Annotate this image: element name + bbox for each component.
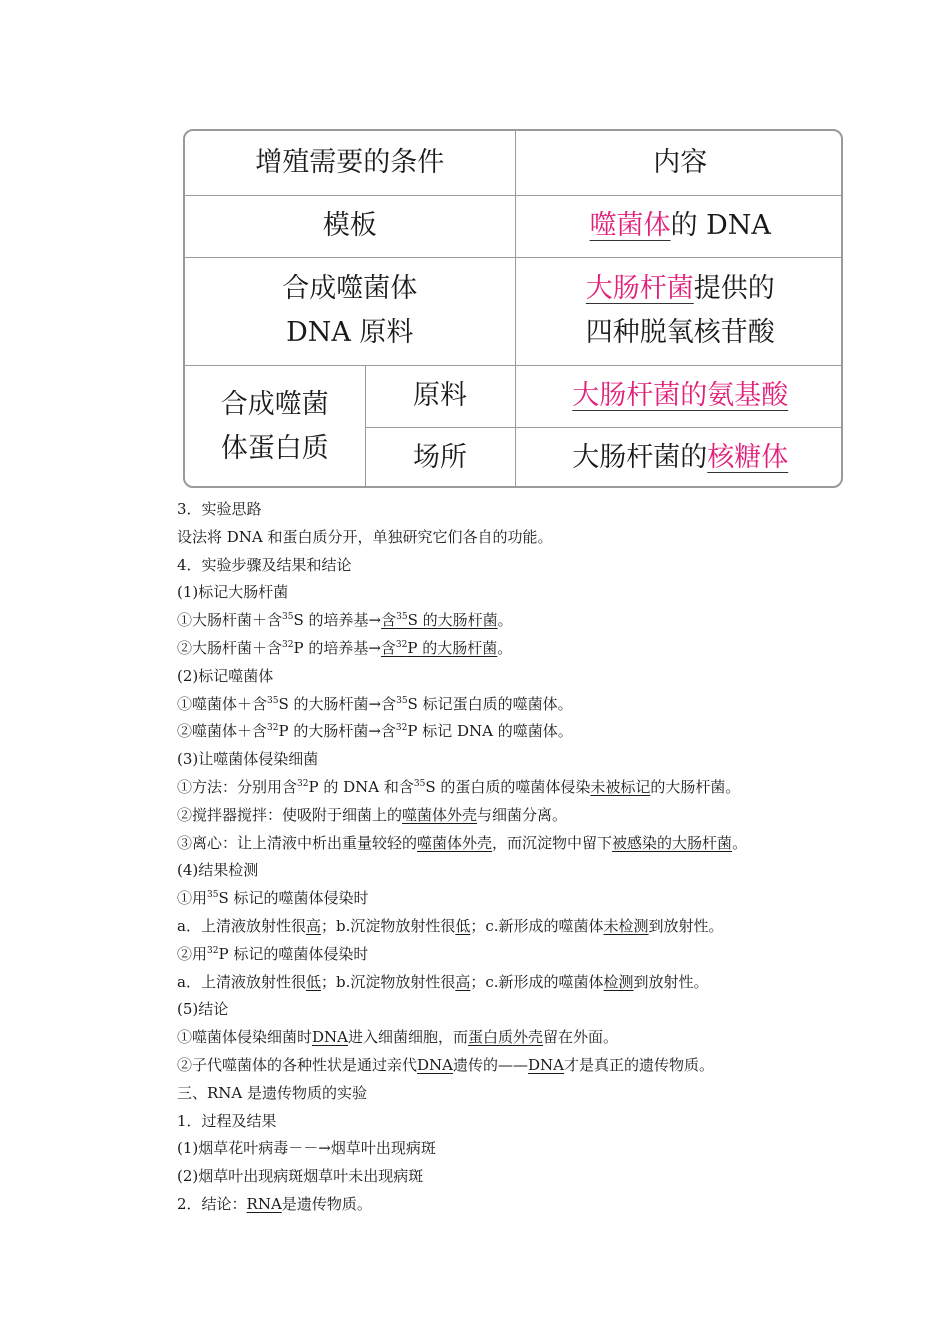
table-row [185, 257, 843, 365]
label-line: 合成噬菌体 [282, 273, 418, 304]
superscript: 32 [282, 639, 294, 650]
highlight-term: 大肠杆菌的氨基酸 [572, 380, 789, 411]
text-line [177, 941, 897, 969]
superscript: 32 [395, 639, 408, 650]
section-heading: 三、RNA 是遗传物质的实验 [177, 1083, 368, 1102]
subsection-heading: (4)结果检测 [177, 861, 259, 880]
superscript: 35 [267, 695, 279, 706]
row-dna-material-content [515, 257, 843, 365]
text: 2．结论： [177, 1194, 247, 1213]
text-line: (2)烟草叶出现病斑烟草叶未出现病斑 [177, 1167, 424, 1186]
text-line: 设法将 DNA 和蛋白质分开，单独研究它们各自的功能。 [177, 527, 553, 546]
text: 是遗传物质。 [281, 1194, 372, 1213]
superscript: 35 [282, 612, 294, 623]
content-text: 的 DNA [670, 210, 771, 241]
answer-blank [381, 611, 498, 629]
answer-blank: DNA [528, 1055, 564, 1074]
superscript: 32 [395, 723, 408, 734]
content-line [516, 267, 844, 311]
row-template-content [515, 195, 843, 257]
text-line [177, 718, 897, 746]
text: ②子代噬菌体的各种性状是通过亲代 [177, 1055, 418, 1074]
row-protein-label [185, 365, 365, 488]
answer-blank: 低 [455, 916, 471, 935]
text-line [177, 802, 897, 830]
label-line: 体蛋白质 [220, 433, 329, 464]
text: 到放射性。 [648, 916, 724, 935]
label-line: DNA 原料 [286, 317, 414, 348]
text-line [177, 1024, 897, 1052]
header-content: 内容 [515, 131, 843, 195]
text: S 标记蛋白质的噬菌体。 [407, 694, 573, 713]
text: ①噬菌体＋含 [177, 694, 268, 713]
text: ①用 [177, 889, 208, 908]
text: 才是真正的遗传物质。 [564, 1055, 715, 1074]
answer-blank: 低 [305, 972, 321, 991]
text: S 的大肠杆菌 [407, 611, 498, 630]
text: 遗传的—— [453, 1055, 529, 1074]
row-protein-sub-site: 场所 [365, 427, 515, 488]
notes-body [177, 496, 897, 1219]
text-line [177, 691, 897, 719]
superscript: 35 [207, 890, 219, 901]
text: 。 [732, 833, 748, 852]
section-heading: 4．实验步骤及结果和结论 [177, 555, 352, 574]
text: a．上清液放射性很 [177, 916, 306, 935]
text: 含 [380, 638, 396, 657]
text: S 标记的噬菌体侵染时 [218, 889, 369, 908]
text: 到放射性。 [633, 972, 709, 991]
subsection-heading: (1)标记大肠杆菌 [177, 583, 289, 602]
subsection-heading: (2)标记噬菌体 [177, 666, 274, 685]
text: ②用 [177, 944, 208, 963]
text: 留在外面。 [543, 1028, 619, 1047]
text-line [177, 830, 897, 858]
text: 。 [497, 611, 513, 630]
answer-blank: DNA [417, 1055, 453, 1074]
text-line [177, 774, 897, 802]
answer-blank: 高 [305, 916, 321, 935]
text: P 的 DNA 和含 [308, 777, 414, 796]
row-protein-site-content [515, 427, 843, 488]
answer-blank: 检测 [603, 972, 634, 991]
text: ②噬菌体＋含 [177, 722, 268, 741]
text: P 的大肠杆菌→含 [278, 722, 396, 741]
text: 进入细菌细胞，而 [348, 1028, 469, 1047]
subsection-heading: (5)结论 [177, 1000, 229, 1019]
section-heading: 3．实验思路 [177, 500, 262, 518]
text: ；c.新形成的噬菌体 [470, 916, 604, 935]
label-line: 合成噬菌 [220, 389, 329, 420]
text: ；c.新形成的噬菌体 [470, 972, 604, 991]
conditions-grid [185, 131, 843, 488]
text-line [177, 913, 897, 941]
superscript: 32 [297, 778, 309, 789]
text: P 的大肠杆菌 [407, 638, 498, 657]
answer-blank: 未被标记 [590, 777, 651, 796]
text-line [177, 885, 897, 913]
superscript: 32 [207, 945, 219, 956]
text-line [177, 1191, 897, 1219]
text: ，而沉淀物中留下 [492, 833, 613, 852]
header-condition: 增殖需要的条件 [185, 131, 515, 195]
text: S 的蛋白质的噬菌体侵染 [425, 777, 591, 796]
text-line [177, 635, 897, 663]
row-protein-sub-material: 原料 [365, 365, 515, 427]
answer-blank: RNA [246, 1194, 282, 1213]
subsection-heading: (3)让噬菌体侵染细菌 [177, 750, 319, 769]
superscript: 35 [396, 612, 408, 623]
text: 含 [381, 611, 397, 630]
answer-blank: 噬菌体外壳 [417, 833, 493, 852]
text: S 的大肠杆菌→含 [278, 694, 397, 713]
text-line: (1)烟草花叶病毒－－→烟草叶出现病斑 [177, 1139, 436, 1158]
text: ①大肠杆菌＋含 [177, 611, 283, 630]
text: 。 [497, 638, 513, 657]
highlight-term: 噬菌体 [589, 210, 671, 241]
content-text: 大肠杆菌的 [572, 442, 708, 474]
superscript: 32 [267, 723, 279, 734]
text: S 的培养基→ [293, 611, 382, 630]
highlight-term: 核糖体 [707, 442, 789, 474]
answer-blank: 高 [455, 972, 471, 991]
conditions-table [183, 129, 843, 488]
text: ②搅拌器搅拌：使吸附于细菌上的 [177, 805, 403, 824]
table-row [185, 365, 843, 427]
text: P 标记 DNA 的噬菌体。 [407, 722, 573, 741]
text: ①噬菌体侵染细菌时 [177, 1028, 313, 1047]
table-header-row [185, 131, 843, 195]
answer-blank [381, 639, 497, 657]
row-protein-material-content [515, 365, 843, 427]
answer-blank: 未检测 [603, 916, 649, 935]
table-row [185, 195, 843, 257]
text-line [177, 1052, 897, 1080]
answer-blank: DNA [312, 1028, 348, 1047]
text: ；b.沉淀物放射性很 [320, 972, 456, 991]
content-text: 提供的 [693, 273, 775, 304]
content-line: 四种脱氧核苷酸 [585, 317, 775, 348]
text: 与细菌分离。 [477, 805, 568, 824]
text: a．上清液放射性很 [177, 972, 306, 991]
text: P 标记的噬菌体侵染时 [218, 944, 369, 963]
text: P 的培养基→ [293, 638, 381, 657]
highlight-term: 大肠杆菌 [585, 273, 694, 304]
text: ①方法：分别用含 [177, 777, 298, 796]
row-dna-material-label [185, 257, 515, 365]
superscript: 35 [413, 778, 426, 789]
text: ②大肠杆菌＋含 [177, 638, 283, 657]
text-line [177, 607, 897, 635]
row-template-label: 模板 [185, 195, 515, 257]
text: ③离心：让上清液中析出重量较轻的 [177, 833, 418, 852]
answer-blank: 噬菌体外壳 [402, 805, 478, 824]
answer-blank: 蛋白质外壳 [468, 1028, 544, 1047]
text-line [177, 969, 897, 997]
text: 的大肠杆菌。 [650, 777, 741, 796]
subsection-heading: 1．过程及结果 [177, 1111, 277, 1130]
superscript: 35 [396, 695, 408, 706]
answer-blank: 被感染的大肠杆菌 [612, 833, 733, 852]
text: ；b.沉淀物放射性很 [320, 916, 456, 935]
